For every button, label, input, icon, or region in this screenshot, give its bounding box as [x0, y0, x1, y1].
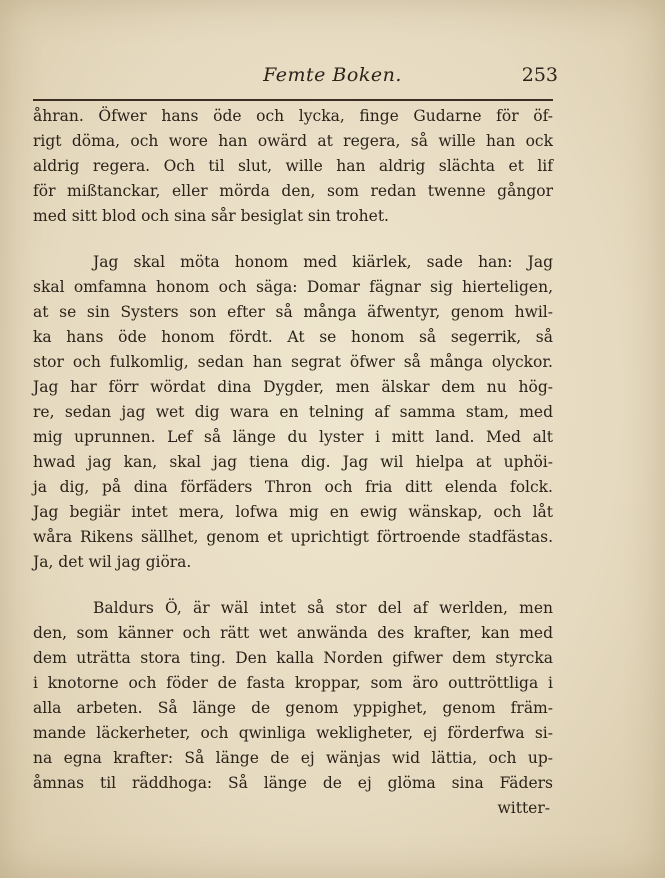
- text-line: i knotorne och föder de fasta kroppar, som äro outtröttliga i: [33, 674, 553, 692]
- text-line: re, sedan jag wet dig wara en telning af samma stam, med: [33, 403, 553, 421]
- text-line: stor och fulkomlig, sedan han segrat öfwer så många olyckor.: [33, 353, 553, 371]
- text-line: alla arbeten. Så länge de genom yppighet, genom främ-: [33, 699, 553, 717]
- text-line: den, som känner och rätt wet anwända des krafter, kan med: [33, 624, 553, 642]
- text-line: at se sin Systers son efter så många äfwentyr, genom hwil-: [33, 303, 553, 321]
- text-line: med sitt blod och sina sår besiglat sin trohet.: [33, 207, 389, 225]
- text-line: Jag har förr wördat dina Dygder, men älskar dem nu hög-: [33, 378, 553, 396]
- text-line: mande läckerheter, och qwinliga wekligheter, ej förderfwa si-: [33, 724, 553, 742]
- text-line: åhran. Öfwer hans öde och lycka, finge Gudarne för öf-: [33, 107, 553, 125]
- paragraph-3: [33, 596, 553, 821]
- text-line: Ja, det wil jag giöra.: [33, 553, 192, 571]
- text-line: dem uträtta stora ting. Den kalla Norden gifwer dem styrcka: [33, 649, 553, 667]
- text-line: för mißtanckar, eller mörda den, som redan twenne gångor: [33, 182, 553, 200]
- text-line: hwad jag kan, skal jag tiena dig. Jag wil hielpa at uphöi-: [33, 453, 553, 471]
- page-number: 253: [521, 64, 558, 86]
- text-line: ka hans öde honom fördt. At se honom så segerrik, så: [33, 328, 553, 346]
- running-title: Femte Boken.: [263, 64, 402, 86]
- paragraph-2: [33, 250, 553, 575]
- paragraph-1: [33, 104, 553, 229]
- text-line: na egna krafter: Så länge de ej wänjas wid lättia, och up-: [33, 749, 553, 767]
- text-line: skal omfamna honom och säga: Domar fägnar sig hierteligen,: [33, 278, 553, 296]
- text-line: aldrig regera. Och til slut, wille han aldrig slächta et lif: [33, 157, 553, 175]
- text-line: Jag skal möta honom med kiärlek, sade han: Jag: [93, 253, 553, 271]
- running-head: [0, 60, 665, 90]
- catchword: witter-: [497, 799, 550, 817]
- text-line: rigt döma, och wore han owärd at regera, så wille han ock: [33, 132, 553, 150]
- text-line: Baldurs Ö, är wäl intet så stor del af werlden, men: [93, 599, 553, 617]
- text-line: mig uprunnen. Lef så länge du lyster i mitt land. Med alt: [33, 428, 553, 446]
- text-line: ja dig, på dina förfäders Thron och fria ditt elenda folck.: [33, 478, 553, 496]
- text-line: Jag begiär intet mera, lofwa mig en ewig wänskap, och låt: [33, 503, 553, 521]
- header-rule: [33, 99, 553, 101]
- text-line: åmnas til räddhoga: Så länge de ej glöma sina Fäders: [33, 774, 553, 792]
- text-line: wåra Rikens sällhet, genom et uprichtigt förtroende stadfästas.: [33, 528, 553, 546]
- body-text: [33, 104, 553, 842]
